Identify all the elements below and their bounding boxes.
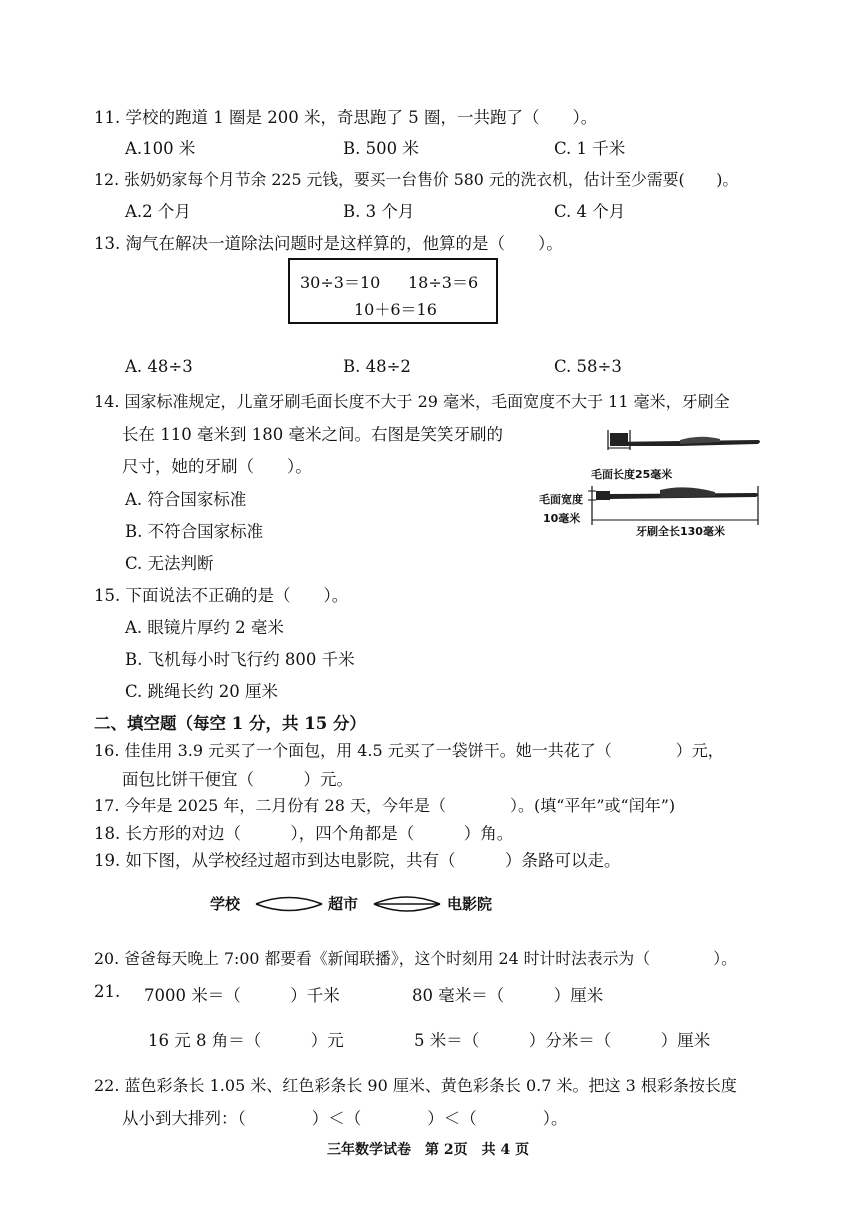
question-14-line-2: 长在 110 毫米到 180 毫米之间。右图是笑笑牙刷的 xyxy=(122,425,503,444)
question-14-line-3: 尺寸，她的牙刷（ ）。 xyxy=(122,457,312,476)
total-length-label: 牙刷全长130毫米 xyxy=(636,525,725,538)
question-21-part-1: 7000 米＝（ ）千米 xyxy=(144,986,340,1005)
question-14-option-c: C. 无法判断 xyxy=(125,554,214,573)
bristle-length-label: 毛面长度25毫米 xyxy=(591,468,673,481)
question-11-stem: 11. 学校的跑道 1 圈是 200 米，奇思跑了 5 圈，一共跑了（ ）。 xyxy=(94,108,598,127)
question-18: 18. 长方形的对边（ ），四个角都是（ ）角。 xyxy=(94,824,514,843)
question-15-option-b: B. 飞机每小时飞行约 800 千米 xyxy=(125,650,355,669)
question-16-line-1: 16. 佳佳用 3.9 元买了一个面包，用 4.5 元买了一袋饼干。她一共花了（ ）元， xyxy=(94,741,724,760)
question-15-stem: 15. 下面说法不正确的是（ ）。 xyxy=(94,586,349,605)
calc-line-1: 30÷3＝10 xyxy=(300,273,381,292)
question-19: 19. 如下图，从学校经过超市到达电影院，共有（ ）条路可以走。 xyxy=(94,851,621,870)
question-13-stem: 13. 淘气在解决一道除法问题时是这样算的，他算的是（ ）。 xyxy=(94,234,563,253)
calc-line-2: 18÷3＝6 xyxy=(408,273,479,292)
route-paths-2 xyxy=(372,893,442,915)
question-11-option-b: B. 500 米 xyxy=(343,139,419,158)
route-cinema-label: 电影院 xyxy=(447,895,493,913)
bristle-width-label-2: 10毫米 xyxy=(543,512,581,525)
question-12-option-a: A.2 个月 xyxy=(125,202,191,221)
question-14-option-b: B. 不符合国家标准 xyxy=(125,522,264,541)
calc-line-3: 10＋6＝16 xyxy=(354,300,437,319)
question-15-option-a: A. 眼镜片厚约 2 毫米 xyxy=(125,618,284,637)
section-2-heading: 二、填空题（每空 1 分，共 15 分） xyxy=(94,714,366,733)
route-school-label: 学校 xyxy=(210,895,241,913)
route-market-label: 超市 xyxy=(328,895,359,913)
question-14-line-1: 14. 国家标准规定，儿童牙刷毛面长度不大于 29 毫米，毛面宽度不大于 11 毫米，牙刷全 xyxy=(94,392,730,411)
question-13-option-a: A. 48÷3 xyxy=(125,357,193,376)
question-21-part-3: 16 元 8 角＝（ ）元 xyxy=(148,1031,344,1050)
question-12-option-b: B. 3 个月 xyxy=(343,202,415,221)
question-12-option-c: C. 4 个月 xyxy=(554,202,626,221)
toothbrush-bottom-icon xyxy=(588,486,758,525)
question-20: 20. 爸爸每天晚上 7:00 都要看《新闻联播》，这个时刻用 24 时计时法表示为（ ）。 xyxy=(94,949,737,968)
question-13-option-c: C. 58÷3 xyxy=(554,357,622,376)
question-15-option-c: C. 跳绳长约 20 厘米 xyxy=(125,682,279,701)
toothbrush-top-icon xyxy=(608,430,760,450)
question-17: 17. 今年是 2025 年，二月份有 28 天，今年是（ ）。(填“平年”或“闰年”) xyxy=(94,796,676,815)
question-12-stem: 12. 张奶奶家每个月节余 225 元钱，要买一台售价 580 元的洗衣机，估计至少需要( )。 xyxy=(94,170,739,189)
bristle-width-label-1: 毛面宽度 xyxy=(539,493,583,506)
question-11-option-c: C. 1 千米 xyxy=(554,139,626,158)
question-22-line-2: 从小到大排列：（ ）＜（ ）＜（ ）。 xyxy=(122,1109,568,1128)
question-14-option-a: A. 符合国家标准 xyxy=(125,490,247,509)
question-21-part-4: 5 米＝（ ）分米＝（ ）厘米 xyxy=(414,1031,711,1050)
question-21-number: 21. xyxy=(94,982,121,1001)
question-11-option-a: A.100 米 xyxy=(125,139,196,158)
question-21-part-2: 80 毫米＝（ ）厘米 xyxy=(412,986,604,1005)
question-16-line-2: 面包比饼干便宜（ ）元。 xyxy=(122,770,353,789)
calculation-box xyxy=(288,258,498,324)
question-13-option-b: B. 48÷2 xyxy=(343,357,411,376)
route-paths-1 xyxy=(254,893,324,915)
page-footer: 三年数学试卷 第 2页 共 4 页 xyxy=(327,1142,530,1158)
question-22-line-1: 22. 蓝色彩条长 1.05 米、红色彩条长 90 厘米、黄色彩条长 0.7 米。把这 3 根彩条按长度 xyxy=(94,1076,737,1095)
